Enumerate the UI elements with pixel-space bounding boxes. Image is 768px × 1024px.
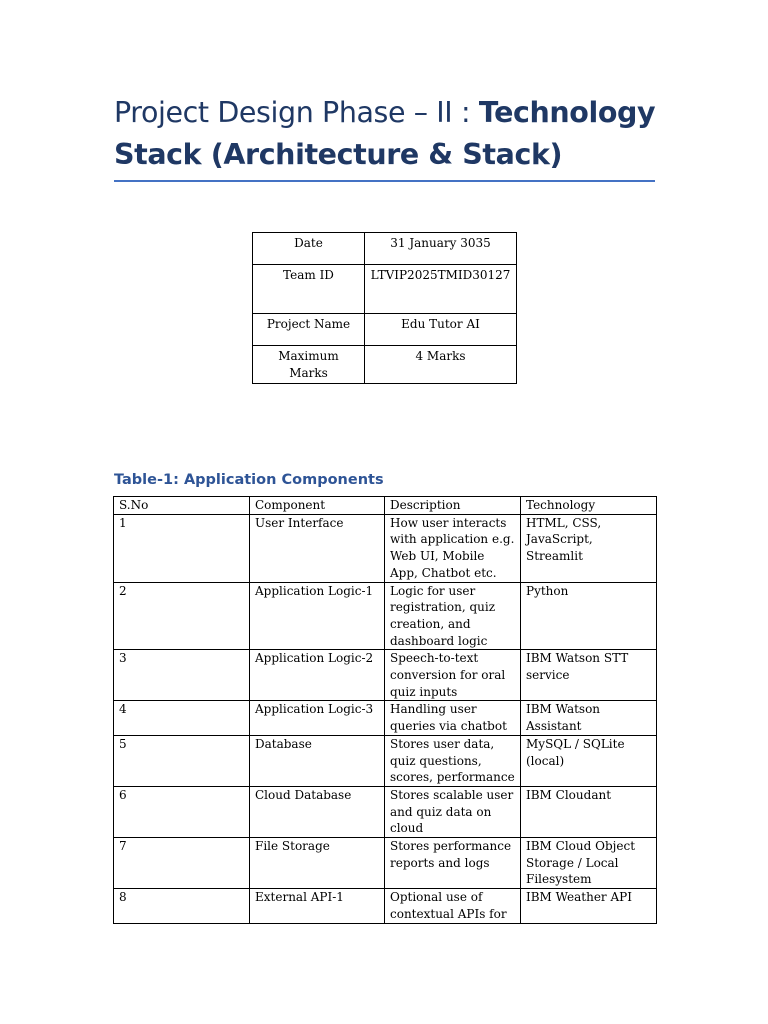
- table-cell: External API-1: [250, 889, 385, 923]
- table-cell: IBM Watson STT service: [521, 650, 657, 701]
- table-row: [253, 233, 517, 265]
- table-cell: 2: [114, 582, 250, 650]
- table-cell: 5: [114, 735, 250, 786]
- table-cell: Application Logic-3: [250, 701, 385, 735]
- table-cell: File Storage: [250, 838, 385, 889]
- title-underline: [114, 180, 655, 182]
- info-key: Date: [253, 233, 365, 265]
- table-cell: Handling user queries via chatbot: [385, 701, 521, 735]
- table-cell: 8: [114, 889, 250, 923]
- title-prefix: Project Design Phase – II :: [114, 96, 479, 129]
- table-row: [253, 314, 517, 346]
- info-value: 4 Marks: [365, 346, 517, 384]
- table-cell: Application Logic-1: [250, 582, 385, 650]
- table-caption: Table-1: Application Components: [114, 472, 384, 488]
- column-header: Description: [385, 497, 521, 515]
- title-bold: Technology Stack (Architecture & Stack): [114, 96, 656, 171]
- table-cell: 3: [114, 650, 250, 701]
- table-header-row: [114, 497, 657, 515]
- project-info-table: [252, 232, 517, 384]
- table-row: [114, 838, 657, 889]
- table-cell: 7: [114, 838, 250, 889]
- application-components-table: [113, 496, 657, 924]
- table-cell: 6: [114, 786, 250, 837]
- info-key: Maximum Marks: [253, 346, 365, 384]
- column-header: S.No: [114, 497, 250, 515]
- table-cell: 4: [114, 701, 250, 735]
- table-row: [114, 650, 657, 701]
- table-cell: Speech-to-text conversion for oral quiz inputs: [385, 650, 521, 701]
- page-title: [114, 92, 674, 176]
- info-key: Project Name: [253, 314, 365, 346]
- table-cell: User Interface: [250, 514, 385, 582]
- table-row: [114, 735, 657, 786]
- table-cell: 1: [114, 514, 250, 582]
- column-header: Technology: [521, 497, 657, 515]
- table-cell: Stores user data, quiz questions, scores, performance: [385, 735, 521, 786]
- table-cell: Stores performance reports and logs: [385, 838, 521, 889]
- table-cell: How user interacts with application e.g. Web UI, Mobile App, Chatbot etc.: [385, 514, 521, 582]
- table-cell: Logic for user registration, quiz creation, and dashboard logic: [385, 582, 521, 650]
- table-cell: Cloud Database: [250, 786, 385, 837]
- table-cell: MySQL / SQLite (local): [521, 735, 657, 786]
- table-row: [253, 265, 517, 314]
- table-cell: Stores scalable user and quiz data on cloud: [385, 786, 521, 837]
- column-header: Component: [250, 497, 385, 515]
- table-row: [253, 346, 517, 384]
- table-cell: Database: [250, 735, 385, 786]
- info-key: Team ID: [253, 265, 365, 314]
- info-value: Edu Tutor AI: [365, 314, 517, 346]
- table-cell: Python: [521, 582, 657, 650]
- info-value: LTVIP2025TMID30127: [365, 265, 517, 314]
- info-value: 31 January 3035: [365, 233, 517, 265]
- table-cell: IBM Weather API: [521, 889, 657, 923]
- table-cell: Optional use of contextual APIs for: [385, 889, 521, 923]
- table-row: [114, 514, 657, 582]
- table-row: [114, 786, 657, 837]
- table-cell: IBM Cloudant: [521, 786, 657, 837]
- table-cell: Application Logic-2: [250, 650, 385, 701]
- table-row: [114, 701, 657, 735]
- table-row: [114, 582, 657, 650]
- table-row: [114, 889, 657, 923]
- table-cell: IBM Cloud Object Storage / Local Filesystem: [521, 838, 657, 889]
- table-cell: IBM Watson Assistant: [521, 701, 657, 735]
- table-cell: HTML, CSS, JavaScript, Streamlit: [521, 514, 657, 582]
